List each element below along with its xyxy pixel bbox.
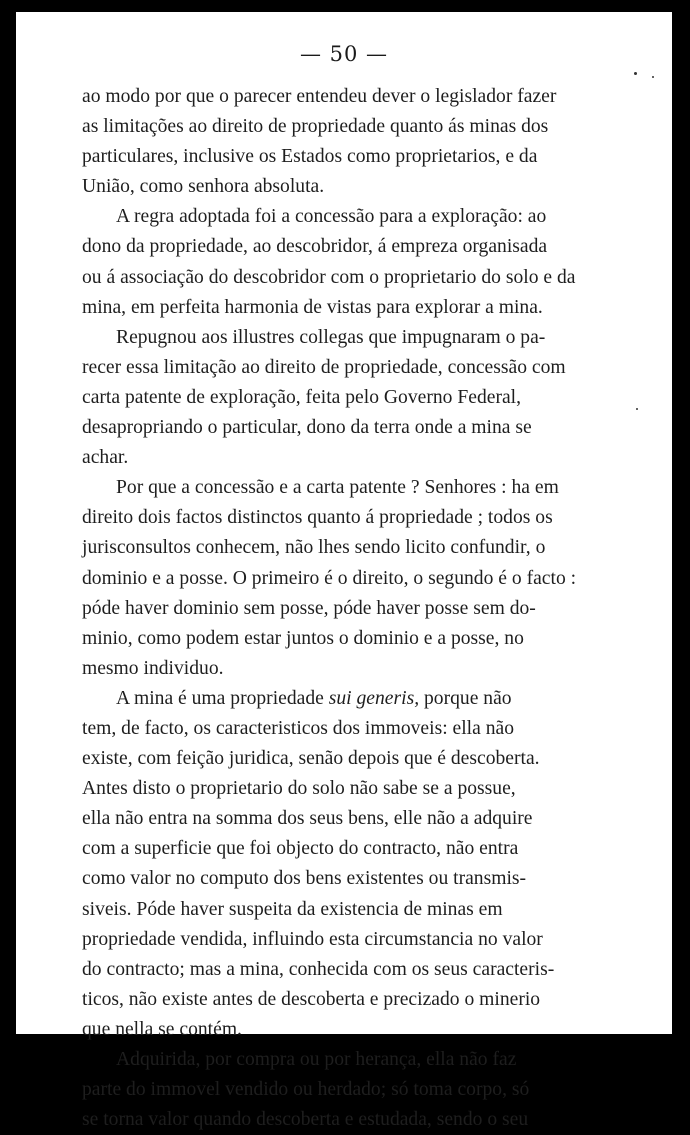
text-line: União, como senhora absoluta. — [82, 176, 325, 198]
text-line: achar. — [82, 447, 129, 469]
text-line: ou á associação do descobridor com o proprietario do solo e da — [82, 266, 576, 288]
paragraph — [82, 684, 602, 1045]
text-line: ella não entra na somma dos seus bens, elle não a adquire — [82, 808, 533, 830]
paragraph — [82, 1045, 602, 1135]
text-line — [82, 684, 602, 714]
text-line: recer essa limitação ao direito de propriedade, concessão com — [82, 356, 566, 378]
text-line: Antes disto o proprietario do solo não sabe se a possue, — [82, 778, 516, 800]
text-line: ticos, não existe antes de descoberta e precizado o minerio — [82, 988, 541, 1010]
text-line: Adquirida, por compra ou por herança, ella não faz — [116, 1049, 517, 1070]
book-page — [16, 12, 672, 1131]
text-line: póde haver dominio sem posse, póde haver posse sem do- — [82, 597, 536, 619]
text-segment: porque não — [419, 687, 512, 709]
text-line: desapropriando o particular, dono da terra onde a mina se — [82, 417, 532, 439]
text-line: dominio e a posse. O primeiro é o direito, o segundo é o facto : — [82, 567, 577, 589]
paragraph — [82, 202, 602, 322]
text-line: carta patente de exploração, feita pelo Governo Federal, — [82, 386, 522, 408]
text-line: tem, de facto, os caracteristicos dos immoveis: ella não — [82, 717, 515, 739]
italic-phrase: sui generis, — [328, 687, 420, 709]
text-line: mesmo individuo. — [82, 657, 224, 679]
text-line: siveis. Póde haver suspeita da existencia de minas em — [82, 898, 503, 920]
text-line: mina, em perfeita harmonia de vistas para explorar a mina. — [82, 296, 543, 318]
ink-speck — [634, 72, 637, 75]
text-line: com a superficie que foi objecto do contracto, não entra — [82, 838, 519, 860]
text-line: minio, como podem estar juntos o dominio e a posse, no — [82, 627, 524, 649]
paragraph — [82, 82, 602, 202]
text-line: jurisconsultos conhecem, não lhes sendo licito confundir, o — [82, 537, 546, 559]
text-line: direito dois factos distinctos quanto á propriedade ; todos os — [82, 507, 553, 529]
text-line: dono da propriedade, ao descobridor, á empreza organisada — [82, 236, 548, 258]
ink-speck — [636, 408, 638, 410]
text-line: parte do immovel vendido ou herdado; só toma corpo, só — [82, 1079, 530, 1101]
body-text — [82, 82, 602, 1135]
text-line: como valor no computo dos bens existentes ou transmis- — [82, 868, 527, 890]
text-line: se torna valor quando descoberta e estudada, sendo o seu — [82, 1109, 529, 1131]
ink-speck — [652, 76, 654, 78]
text-line: propriedade vendida, influindo esta circumstancia no valor — [82, 928, 543, 950]
text-line: ao modo por que o parecer entendeu dever o legislador fazer — [82, 86, 557, 107]
page-number: — 50 — — [299, 42, 389, 66]
text-segment: A mina é uma propriedade — [116, 687, 329, 709]
text-line: particulares, inclusive os Estados como proprietarios, e da — [82, 146, 538, 168]
paragraph — [82, 473, 602, 684]
text-line: que nella se contém. — [82, 1018, 242, 1040]
text-line: Repugnou aos illustres collegas que impugnaram o pa- — [116, 326, 546, 348]
text-line: as limitações ao direito de propriedade quanto ás minas dos — [82, 116, 549, 138]
text-line: A regra adoptada foi a concessão para a exploração: ao — [116, 206, 547, 228]
paragraph — [82, 323, 602, 473]
text-line: Por que a concessão e a carta patente ? Senhores : ha em — [116, 477, 559, 499]
text-line: existe, com feição juridica, senão depois que é descoberta. — [82, 748, 540, 770]
text-line: do contracto; mas a mina, conhecida com os seus caracteris- — [82, 958, 555, 980]
